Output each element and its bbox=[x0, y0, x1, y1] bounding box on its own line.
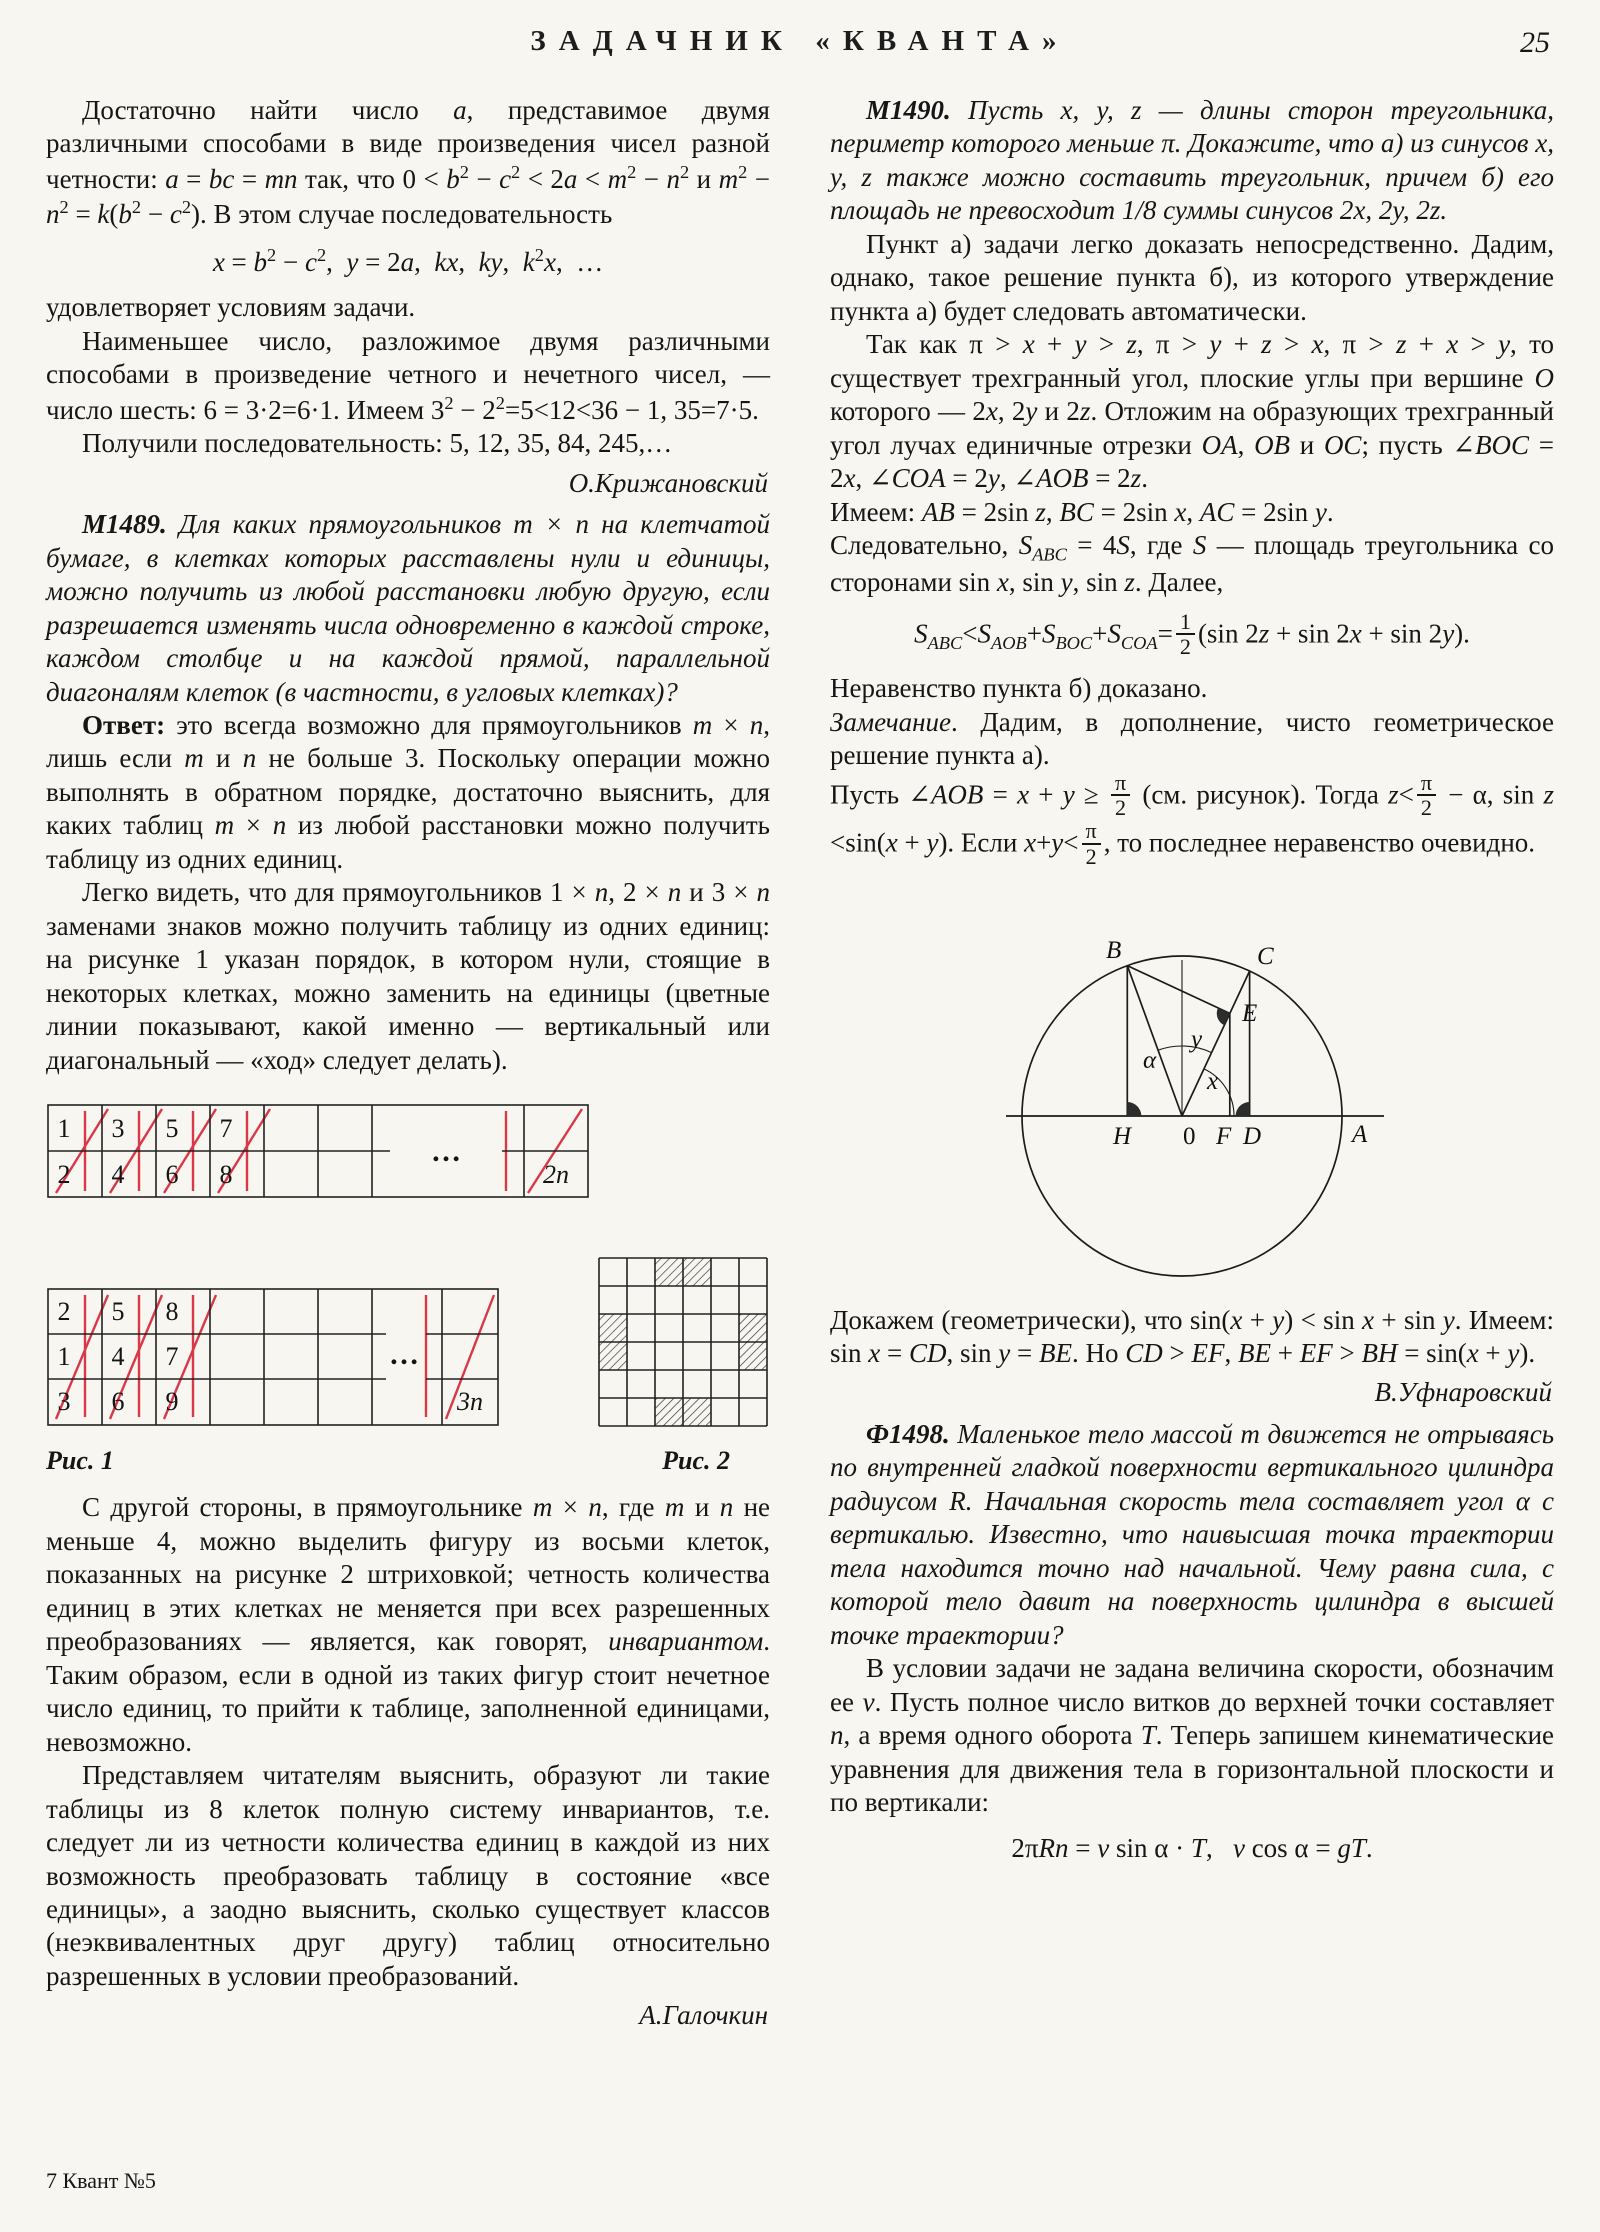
paragraph-f1498-setup: В условии задачи не задана величина скорости, обозначим ее v. Пусть полное число витков до верхней точки составляет n, а время одного оборота T. Теперь запишем кинематические уравнения для движения тела в горизонтальной плоскости и по вертикали: bbox=[830, 1653, 1555, 1818]
circle-diagram-m1490 bbox=[912, 886, 1472, 1296]
svg-text:4: 4 bbox=[111, 1342, 125, 1372]
diagram-main-lines bbox=[1006, 956, 1384, 1276]
page-header bbox=[46, 24, 1554, 76]
svg-text:4: 4 bbox=[111, 1160, 125, 1190]
paragraph-m1490-geometric-proof: Докажем (геометрически), что sin(x + y) < sin x + sin y. Имеем: sin x = CD, sin y = BE. Но CD > EF, BE + EF > BH = sin(x + y). bbox=[830, 1304, 1555, 1368]
svg-text:5: 5 bbox=[111, 1297, 125, 1327]
figures-block bbox=[46, 1103, 770, 1477]
table-cell-numbers bbox=[58, 1297, 484, 1416]
svg-text:9: 9 bbox=[165, 1387, 179, 1417]
point-label-f: F bbox=[1216, 1122, 1232, 1150]
author-signature-ufnarovsky: В.Уфнаровский bbox=[1374, 1377, 1552, 1408]
paragraph-m1489-easy-to-see: Легко видеть, что для прямоугольников 1 × n, 2 × n и 3 × n заменами знаков можно получить таблицу из одних единиц: на рисунке 1 указан порядок, в котором нули, стоящие в некоторых клетках, можно заменить на единицы (цветные линии показывают, какой именно — вертикальный или диагональный — «ход» следует делать). bbox=[46, 877, 770, 1075]
point-label-a: A bbox=[1352, 1120, 1368, 1148]
svg-text:8: 8 bbox=[165, 1297, 179, 1327]
svg-text:8: 8 bbox=[219, 1160, 233, 1190]
svg-text:5: 5 bbox=[165, 1114, 179, 1144]
svg-text:3: 3 bbox=[57, 1387, 71, 1417]
paragraph-m1489-challenge: Представляем читателям выяснить, образуют ли такие таблицы из 8 клеток полную систему инвариантов, т.е. следует ли из четности количества единиц в каждой из них возможность преобразовать таблицу в состояние «все единицы», а заодно выяснить, сколько существует классов (неэквивалентных друг другу) таблиц относительно разрешенных в условии преобразований. bbox=[46, 1760, 770, 1991]
svg-text:6: 6 bbox=[165, 1160, 179, 1190]
svg-text:…: … bbox=[431, 1135, 461, 1169]
svg-text:2n: 2n bbox=[543, 1160, 569, 1190]
paragraph-m1490-geometric: Пусть ∠AOB = x + y ≥ $\frac{\pi}{2}$ (см. рисунок). Тогда z< $\frac{\pi}{2}$ − α, sin z <sin(x + y). Если x+y< $\frac{\pi}{2}$ , то последнее неравенство очевидно. bbox=[830, 769, 1555, 869]
svg-text:…: … bbox=[389, 1338, 419, 1372]
paragraph-m1490-area: Следовательно, $S_{ABC} = 4S$, где S — площадь треугольника со сторонами sin x, sin y, sin z. Далее, bbox=[830, 530, 1554, 598]
paragraph-m1489-answer: Ответ: это всегда возможно для прямоугольников m × n, лишь если m и n не больше 3. Поскольку операции можно выполнять в обратном порядке, достаточно выяснить, для каких таблиц m × n из любой расстановки можно получить таблицу из одних единиц. bbox=[46, 709, 770, 874]
paragraph-satisfies: удовлетворяет условиям задачи. bbox=[46, 292, 416, 323]
problem-f1498-statement: Ф1498. Маленькое тело массой m движется не отрываясь по внутренней гладкой поверхности вертикального цилиндра радиусом R. Начальная скорость тела составляет угол α с вертикалью. Известно, что наивысшая точка траектории тела находится точно над начальной. Чему равна сила, с которой тело давит на поверхность цилиндра в высшей точке траектории? bbox=[830, 1418, 1554, 1650]
problem-m1489-statement: М1489. Для каких прямоугольников m × n на клетчатой бумаге, в клетках которых расставлены нули и единицы, можно получить из любой расстановки любую другую, если разрешается изменять числа одновременно в каждой строке, каждом столбце и на каждой прямой, параллельной диагоналям клеток (в частности, в угловых клетках)? bbox=[46, 509, 770, 707]
point-label-d: D bbox=[1243, 1122, 1262, 1150]
two-column-layout bbox=[46, 94, 1554, 2041]
figure-1-caption: Рис. 1 bbox=[46, 1446, 114, 1476]
grid-lines bbox=[599, 1258, 767, 1426]
paragraph-m1490-trihedral: Так как π > x + y > z, π > y + z > x, π > z + x > y, то существует трехгранный угол, плоские углы при вершине O которого — 2x, 2y и 2z. Отложим на образующих трехгранный угол лучах единичные отрезки OA, OB и OC; пусть ∠BOC = 2x, ∠COA = 2y, ∠AOB = 2z. bbox=[830, 329, 1555, 494]
figure-1-table-3xn bbox=[46, 1287, 501, 1429]
angle-label-y: y bbox=[1191, 1025, 1203, 1053]
diagram-point-labels bbox=[1106, 937, 1368, 1150]
figure-2-caption: Рис. 2 bbox=[662, 1446, 730, 1476]
right-column bbox=[830, 94, 1554, 2041]
svg-text:1: 1 bbox=[57, 1114, 71, 1144]
section-title: ЗАДАЧНИК «КВАНТА» bbox=[530, 25, 1070, 57]
point-label-b: B bbox=[1106, 936, 1122, 964]
figure-captions bbox=[46, 1445, 770, 1477]
figure-2-hatched-grid bbox=[596, 1255, 770, 1429]
svg-text:2: 2 bbox=[57, 1297, 71, 1327]
paragraph-m1490-remark: Замечание. Дадим, в дополнение, чисто геометрическое решение пункта а). bbox=[830, 706, 1554, 771]
figure-1-table-2xn bbox=[46, 1103, 591, 1201]
point-label-o: 0 bbox=[1183, 1122, 1196, 1150]
svg-text:1: 1 bbox=[57, 1342, 71, 1372]
point-label-c: C bbox=[1257, 942, 1274, 970]
paragraph-result-sequence: Получили последовательность: 5, 12, 35, 84, 245,… bbox=[82, 428, 673, 459]
formula-area-inequality: $S_{ABC}<S_{AOB}+S_{BOC}+S_{COA}=$ $\frac{1}{2}$ (sin 2z + sin 2x + sin 2y). bbox=[914, 608, 1470, 660]
formula-sequence: $x = b^2 - c^2$, y = 2a, kx, ky, $k^2x$, … bbox=[212, 244, 604, 277]
print-footer: 7 Квант №5 bbox=[46, 2167, 156, 2193]
point-label-e: E bbox=[1242, 999, 1258, 1027]
figure-row bbox=[46, 1255, 770, 1429]
paragraph-solution-tail: Достаточно найти число a, представимое двумя различными способами в виде произведения чисел разной четности: a = bc = mn так, что $0 < b^2 - c^2 < 2a < m^2 - n^2$ и $m^2 - n^2 = k(b^2 - c^2)$. В этом случае последовательность bbox=[46, 95, 770, 230]
angle-label-alpha: α bbox=[1143, 1046, 1157, 1074]
formula-kinematics: 2πRn = v sin α · T, v cos α = gT. bbox=[1011, 1832, 1373, 1863]
paragraph-smallest-number: Наименьшее число, разложимое двумя различными способами в произведение четного и нечетного чисел, — число шесть: 6 = 3·2=6·1. Имеем $3^2 - 2^2=5<12<36 - 1$, 35=7·5. bbox=[46, 325, 770, 425]
svg-text:3n: 3n bbox=[457, 1387, 483, 1417]
angle-label-x: x bbox=[1207, 1067, 1219, 1095]
paragraph-m1490-sides: Имеем: AB = 2sin z, BC = 2sin x, AC = 2sin y. bbox=[830, 496, 1334, 527]
svg-text:6: 6 bbox=[111, 1387, 125, 1417]
point-label-h: H bbox=[1113, 1122, 1132, 1150]
paragraph-m1489-invariant: С другой стороны, в прямоугольнике m × n, где m и n не меньше 4, можно выделить фигуру из восьми клеток, показанных на рисунке 2 штриховкой; четность количества единиц в этих клетках не меняется при всех разрешенных преобразованиях — является, как говорят, инвариантом. Таким образом, если в одной из таких фигур стоит нечетное число единиц, то прийти к таблице, заполненной единицами, невозможно. bbox=[46, 1492, 771, 1757]
author-signature-galochkin: А.Галочкин bbox=[639, 2000, 768, 2031]
problem-m1490-statement: М1490. Пусть x, y, z — длины сторон треугольника, периметр которого меньше π. Докажите, что а) из синусов x, y, z также можно составить треугольник, причем б) его площадь не превосходит 1/8 суммы синусов 2x, 2y, 2z. bbox=[830, 95, 1555, 226]
paragraph-m1490-proved: Неравенство пункта б) доказано. bbox=[830, 673, 1208, 704]
svg-text:2: 2 bbox=[57, 1160, 71, 1190]
svg-text:7: 7 bbox=[165, 1342, 179, 1372]
svg-text:3: 3 bbox=[111, 1114, 125, 1144]
svg-text:7: 7 bbox=[219, 1114, 233, 1144]
author-signature-krizhanovsky: О.Крижановский bbox=[568, 467, 768, 498]
page-number: 25 bbox=[1520, 26, 1550, 59]
paragraph-m1490-intro: Пункт а) задачи легко доказать непосредственно. Дадим, однако, такое решение пункта б), из которого утверждение пункта а) будет следовать автоматически. bbox=[830, 228, 1554, 326]
left-column bbox=[46, 94, 770, 2041]
